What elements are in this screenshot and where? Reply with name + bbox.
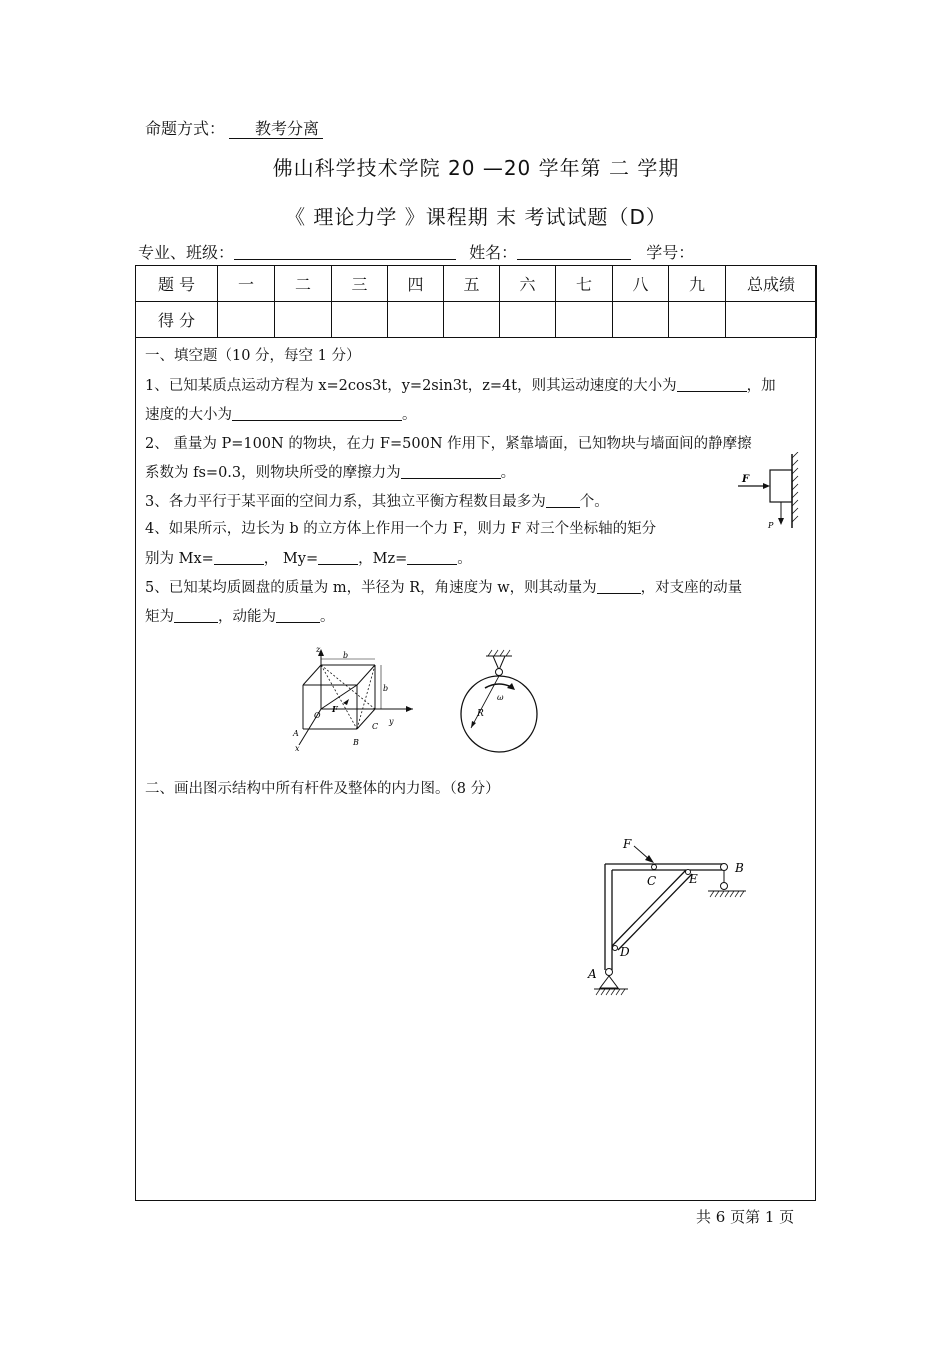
cube-origin-label: O — [314, 711, 321, 720]
q5-blank-momentum[interactable] — [597, 579, 641, 594]
q4-text: 别为 Mx= — [145, 551, 214, 567]
q5-blank-angular-momentum[interactable] — [174, 608, 218, 623]
q3-text: 个。 — [579, 494, 609, 510]
q2-text: 系数为 fs=0.3，则物块所受的摩擦力为 — [145, 465, 401, 481]
page-title: 佛山科学技术学院 20 —20 学年第 二 学期 — [272, 156, 680, 180]
q5-text: 5、已知某均质圆盘的质量为 m，半径为 R，角速度为 w，则其动量为 — [145, 580, 597, 596]
score-cell[interactable] — [613, 302, 669, 338]
section1-title: 一、填空题（10 分，每空 1 分） — [145, 348, 361, 364]
cube-force-label: F — [332, 704, 338, 714]
q2-blank-friction[interactable] — [401, 464, 501, 479]
q1-text: 1、已知某质点运动方程为 x=2cos3t，y=2sin3t，z=4t，则其运动速度的大小为 — [145, 378, 677, 394]
q3-line — [145, 492, 609, 512]
id-label: 学号： — [646, 243, 695, 262]
q5-text: ，对支座的动量 — [640, 580, 743, 596]
cube-c-label: C — [372, 722, 379, 731]
frame-structure-figure — [584, 830, 759, 1002]
score-cell[interactable] — [332, 302, 388, 338]
q1-text: 。 — [402, 407, 417, 423]
cube-b-side-label: b — [383, 684, 389, 693]
student-info — [138, 240, 694, 263]
q2-line1: 2、 重量为 P=100N 的物块，在力 F=500N 作用下，紧靠墙面，已知物块与墙面间的静摩擦 — [145, 436, 752, 452]
score-header-cell: 题 号 — [136, 266, 218, 302]
exam-mode-value: 教考分离 — [229, 120, 323, 139]
page-footer: 共 6 页第 1 页 — [696, 1208, 795, 1226]
score-cell[interactable] — [218, 302, 275, 338]
major-blank[interactable] — [234, 243, 456, 260]
q4-text: 。 — [457, 551, 472, 567]
q4-blank-mz[interactable] — [407, 550, 457, 565]
score-header-cell: 七 — [556, 266, 613, 302]
score-cell[interactable] — [726, 302, 817, 338]
score-header-row — [136, 266, 817, 302]
block-force-label: F — [742, 474, 750, 485]
frame-force-label: F — [623, 837, 632, 851]
q4-text: ，Mz= — [358, 551, 408, 567]
q5-line1 — [145, 578, 742, 598]
q3-blank-count[interactable] — [546, 493, 580, 508]
q5-text: 矩为 — [145, 609, 174, 625]
exam-mode — [145, 116, 323, 139]
name-label: 姓名： — [469, 243, 518, 262]
score-header-cell: 二 — [275, 266, 332, 302]
cube-b-top-label: b — [343, 651, 349, 660]
q4-blank-my[interactable] — [318, 550, 358, 565]
q4-line2 — [145, 549, 472, 569]
q1-line1 — [145, 376, 776, 396]
q2-text: 。 — [500, 465, 516, 481]
score-header-cell: 一 — [218, 266, 275, 302]
frame-b-label: B — [735, 861, 744, 875]
cube-x-label: x — [295, 744, 300, 753]
q5-text: 。 — [320, 609, 335, 625]
q5-text: ，动能为 — [218, 609, 276, 625]
score-cell[interactable] — [444, 302, 500, 338]
cube-z-label: z — [316, 645, 321, 654]
cube-a-label: A — [293, 729, 299, 738]
score-header-cell: 八 — [613, 266, 669, 302]
block-wall-figure — [730, 452, 800, 532]
exam-mode-label: 命题方式： — [145, 119, 226, 138]
section2-title: 二、画出图示结构中所有杆件及整体的内力图。（8 分） — [145, 781, 500, 797]
frame-c-label: C — [647, 874, 657, 888]
score-header-cell: 三 — [332, 266, 388, 302]
q4-line1: 4、如果所示，边长为 b 的立方体上作用一个力 F，则力 F 对三个坐标轴的矩分 — [145, 521, 657, 537]
score-cell[interactable] — [669, 302, 726, 338]
frame-d-label: D — [620, 945, 630, 959]
q1-line2 — [145, 405, 417, 425]
score-header-cell: 九 — [669, 266, 726, 302]
disk-radius-label: R — [477, 709, 484, 719]
frame-a-label: A — [588, 967, 597, 981]
frame-e-label: E — [689, 872, 698, 886]
score-header-cell: 四 — [388, 266, 444, 302]
q5-blank-kinetic-energy[interactable] — [276, 608, 320, 623]
cube-b-label: B — [353, 738, 359, 747]
score-header-cell: 总成绩 — [726, 266, 817, 302]
major-label: 专业、班级： — [138, 243, 235, 262]
q4-blank-mx[interactable] — [214, 550, 264, 565]
score-header-cell: 五 — [444, 266, 500, 302]
disk-figure — [446, 646, 542, 768]
score-row — [136, 302, 817, 338]
q1-blank-velocity[interactable] — [677, 377, 747, 392]
block-weight-label: P — [768, 521, 774, 530]
q1-text: ，加 — [746, 378, 776, 394]
q5-line2 — [145, 607, 335, 627]
score-cell[interactable] — [275, 302, 332, 338]
course-title: 《 理论力学 》课程期 末 考试试题（D） — [285, 205, 667, 229]
score-cell[interactable] — [388, 302, 444, 338]
name-blank[interactable] — [517, 243, 631, 260]
cube-figure — [285, 643, 425, 755]
score-cell[interactable] — [556, 302, 613, 338]
q1-text: 速度的大小为 — [145, 407, 232, 423]
q1-blank-acceleration[interactable] — [232, 406, 402, 421]
score-cell[interactable] — [500, 302, 556, 338]
cube-y-label: y — [389, 717, 394, 726]
q3-text: 3、各力平行于某平面的空间力系，其独立平衡方程数目最多为 — [145, 494, 546, 510]
score-table — [135, 265, 817, 338]
score-header-cell: 六 — [500, 266, 556, 302]
disk-omega-label: ω — [497, 693, 504, 702]
score-row-label: 得 分 — [136, 302, 218, 338]
q4-text: ， My= — [263, 551, 319, 567]
q2-line2 — [145, 463, 515, 483]
